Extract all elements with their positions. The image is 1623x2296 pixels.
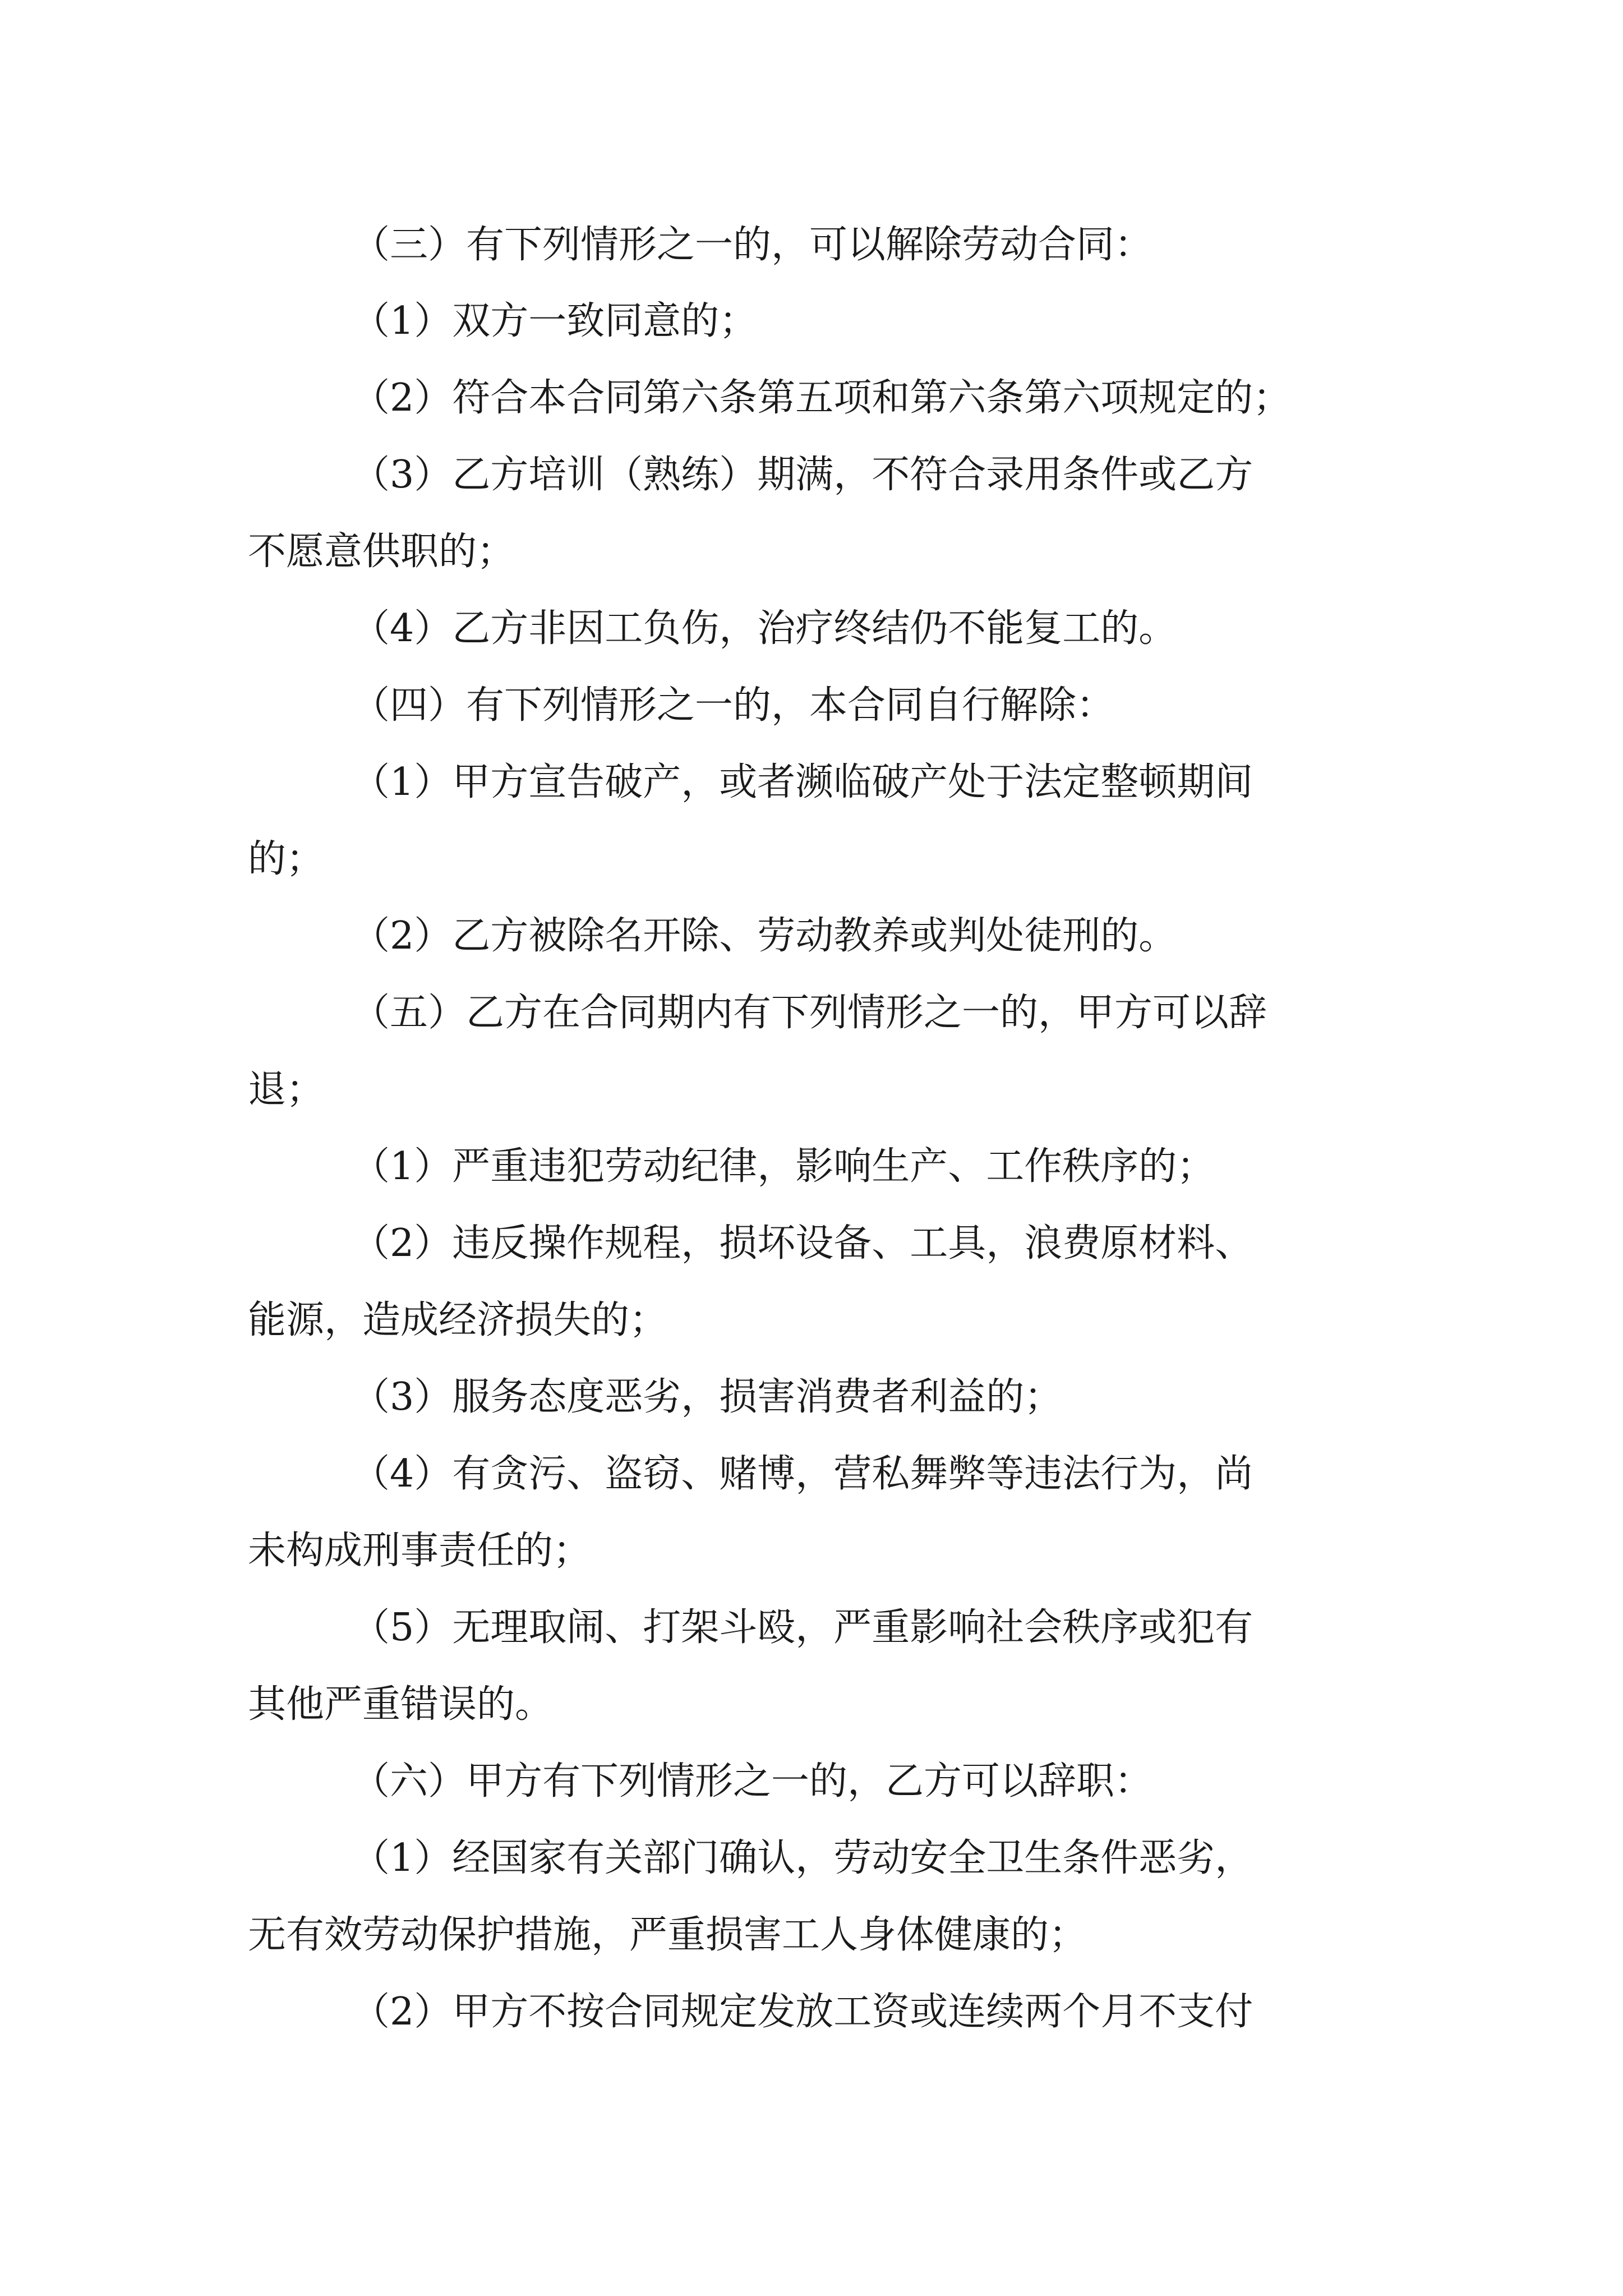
clause-6-2: （2）甲方不按合同规定发放工资或连续两个月不支付 (352, 1990, 1253, 2034)
clause-5-1: （1）严重违犯劳动纪律，影响生产、工作秩序的； (352, 1144, 1215, 1189)
clause-4-1: （1）甲方宣告破产，或者濒临破产处于法定整顿期间 (352, 760, 1253, 804)
clause-3-4: （4）乙方非因工负伤，治疗终结仍不能复工的。 (352, 606, 1177, 651)
section-3-heading: （三）有下列情形之一的，可以解除劳动合同： (352, 223, 1153, 267)
clause-3-3: （3）乙方培训（熟练）期满，不符合录用条件或乙方 (352, 453, 1253, 497)
clause-5-3: （3）服务态度恶劣，损害消费者利益的； (352, 1375, 1063, 1419)
section-6-heading: （六）甲方有下列情形之一的，乙方可以辞职： (352, 1759, 1153, 1803)
clause-6-1-continued: 无有效劳动保护措施，严重损害工人身体健康的； (248, 1913, 1087, 1957)
section-5-heading-continued: 退； (248, 1068, 325, 1112)
clause-3-3-continued: 不愿意供职的； (248, 530, 515, 574)
section-4-heading: （四）有下列情形之一的，本合同自行解除： (352, 683, 1115, 728)
clause-4-2: （2）乙方被除名开除、劳动教养或判处徒刑的。 (352, 914, 1177, 958)
clause-5-4: （4）有贪污、盗窃、赌博，营私舞弊等违法行为，尚 (352, 1452, 1253, 1496)
clause-5-2: （2）违反操作规程，损坏设备、工具，浪费原材料、 (352, 1221, 1253, 1266)
clause-5-4-continued: 未构成刑事责任的； (248, 1529, 592, 1573)
clause-3-1: （1）双方一致同意的； (352, 299, 758, 343)
clause-5-5-continued: 其他严重错误的。 (248, 1682, 554, 1727)
clause-4-1-continued: 的； (248, 837, 325, 881)
document-page (248, 0, 1392, 2296)
clause-3-2: （2）符合本合同第六条第五项和第六条第六项规定的； (352, 376, 1292, 420)
section-5-heading: （五）乙方在合同期内有下列情形之一的，甲方可以辞 (352, 991, 1267, 1035)
clause-5-2-continued: 能源，造成经济损失的； (248, 1298, 668, 1342)
clause-6-1: （1）经国家有关部门确认，劳动安全卫生条件恶劣， (352, 1836, 1253, 1880)
clause-5-5: （5）无理取闹、打架斗殴，严重影响社会秩序或犯有 (352, 1605, 1253, 1650)
